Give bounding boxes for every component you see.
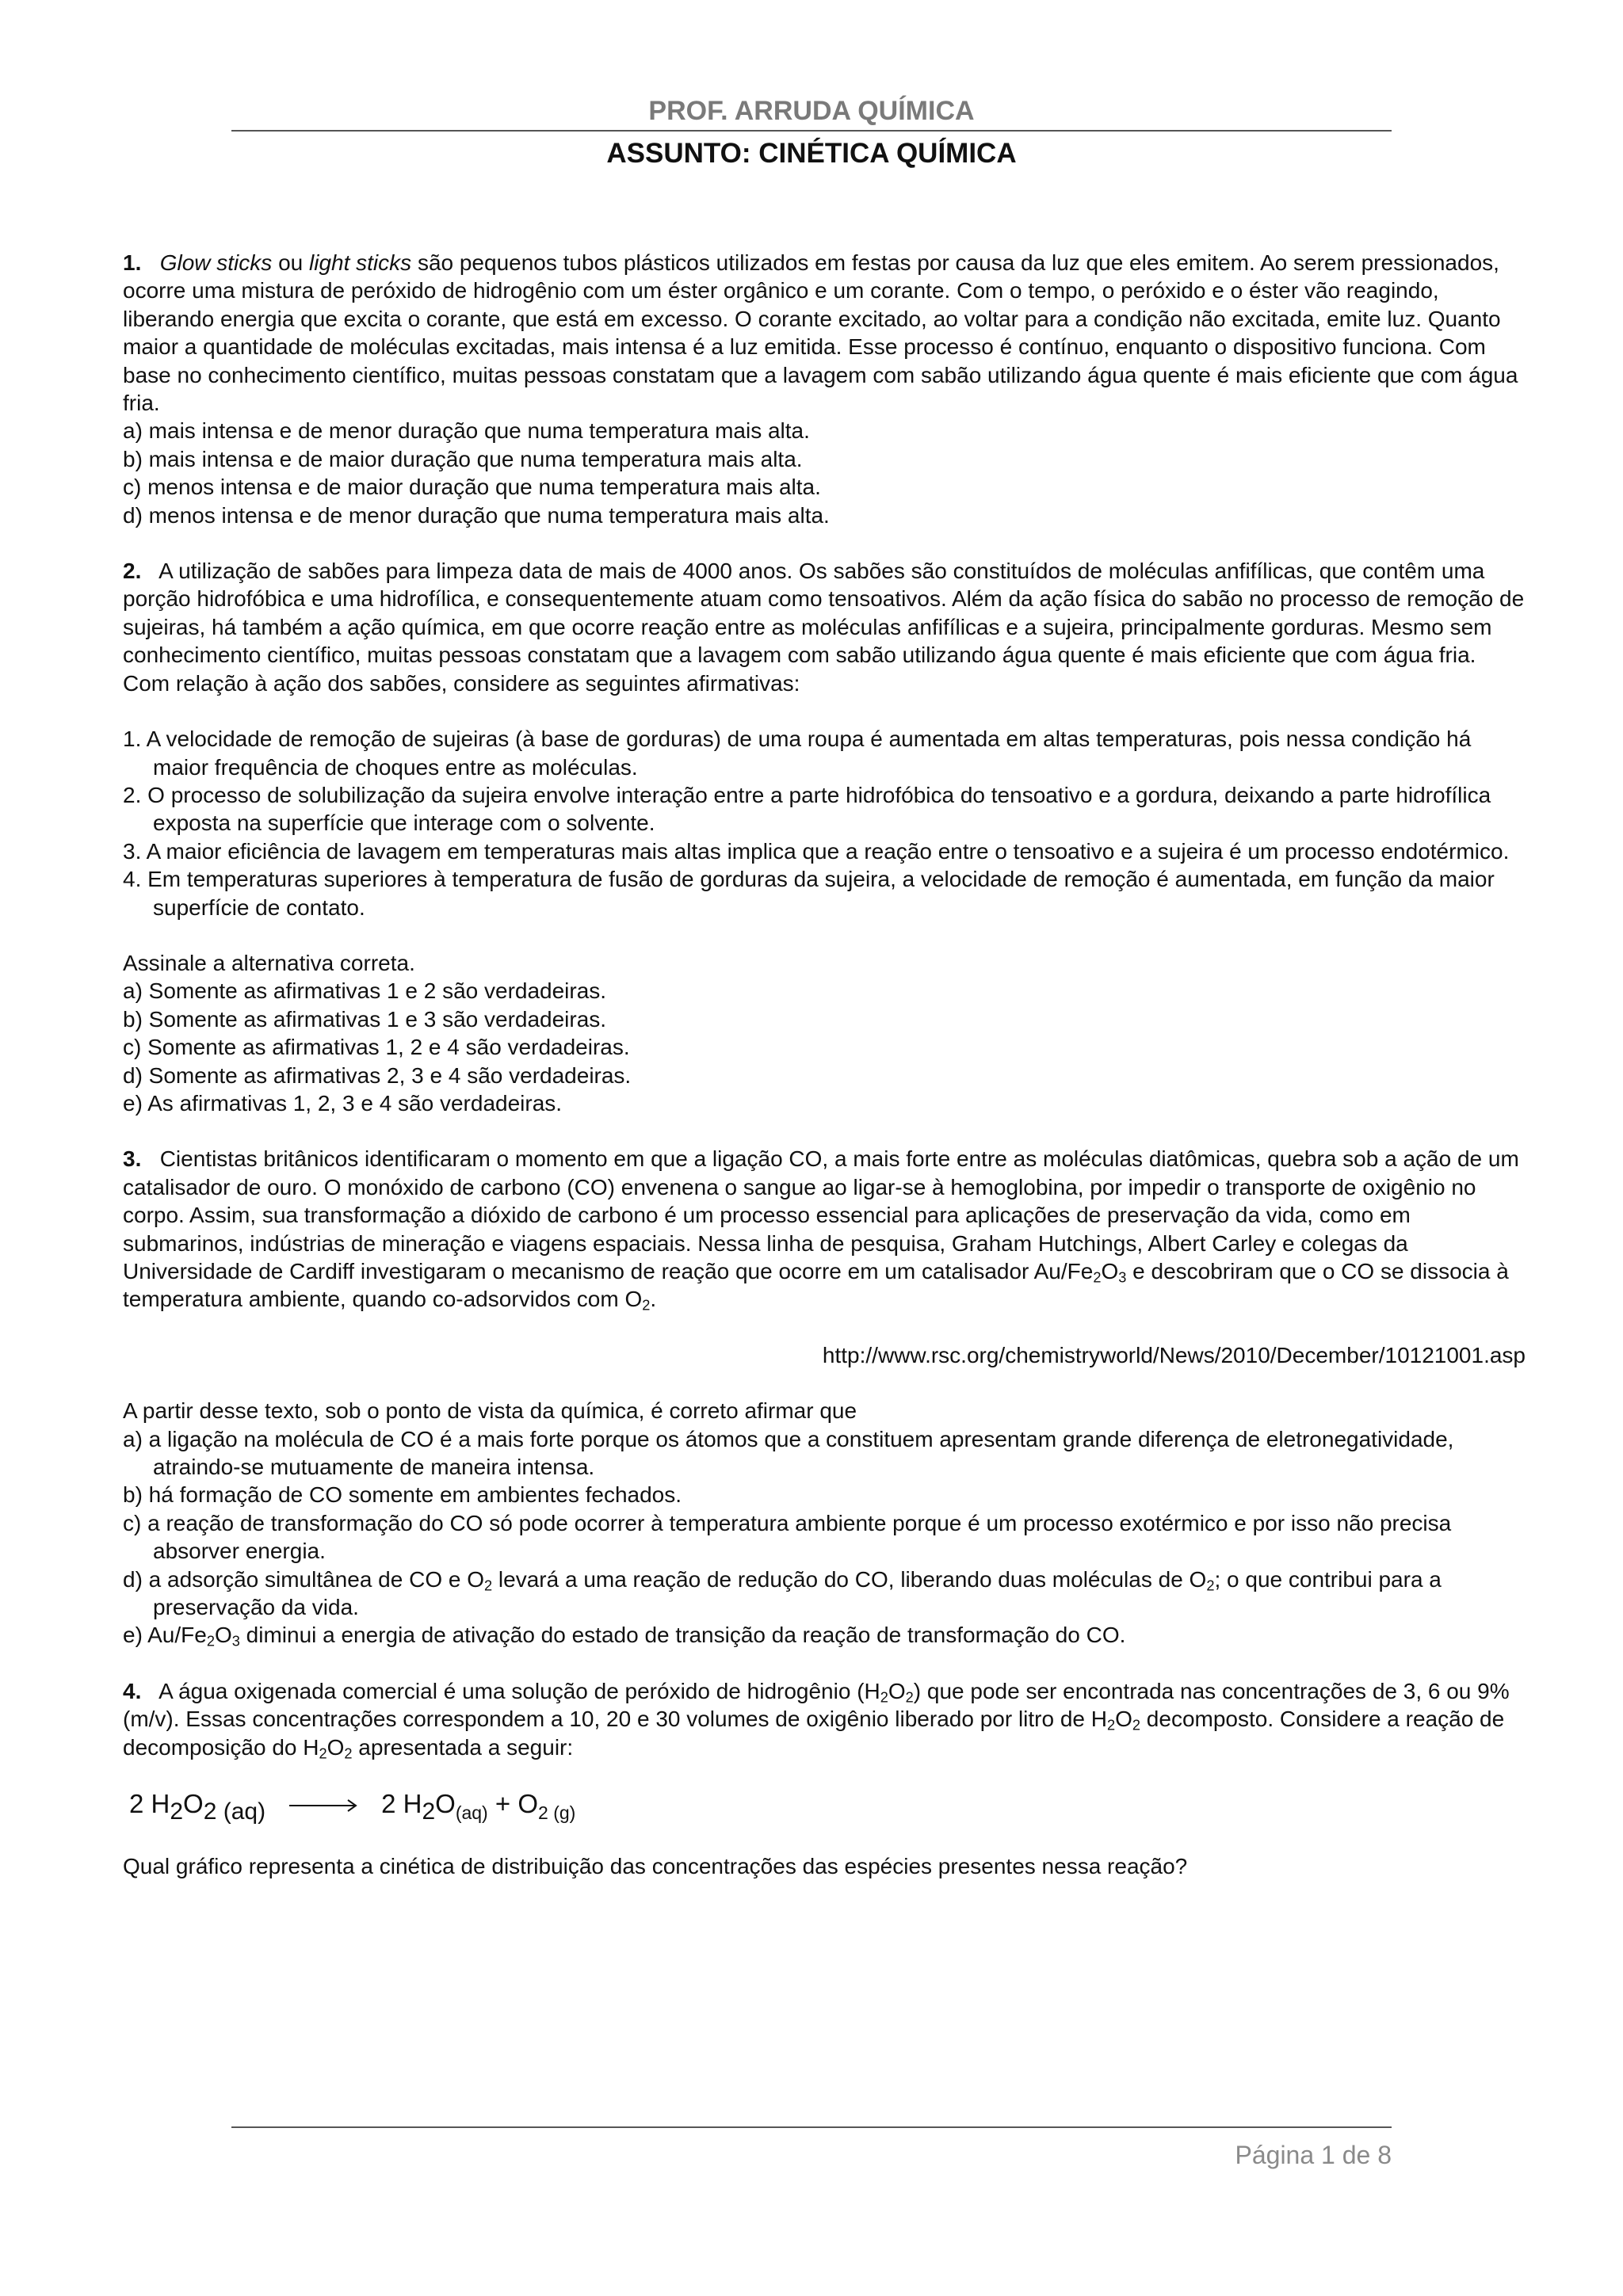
sub: 2 xyxy=(484,1577,493,1594)
sub: 2 xyxy=(1206,1577,1215,1594)
eq-sub: 2 (g) xyxy=(538,1802,576,1824)
q1-option-b: b) mais intensa e de maior duração que numa temperatura mais alta. xyxy=(123,446,803,471)
q3-opt-e-part: diminui a energia de ativação do estado de transição da reação de transformação do CO. xyxy=(239,1623,1126,1648)
q2-statement-3: 3. A maior eficiência de lavagem em temperaturas mais altas implica que a reação entre o tensoativo e a sujeira é um processo endotérmico. xyxy=(123,838,1510,864)
eq-sub: 2 (aq) xyxy=(203,1798,266,1825)
question-2-text xyxy=(123,557,1526,697)
q2-option-a: a) Somente as afirmativas 1 e 2 são verdadeiras. xyxy=(123,978,607,1004)
author-title: PROF. ARRUDA QUÍMICA xyxy=(648,96,975,126)
q2-statement-2: 2. O processo de solubilização da sujeira envolve interação entre a parte hidrofóbica do tensoativo e a gordura, deixando a parte hidrofílica exposta na superfície que interage com o solvente. xyxy=(123,782,1491,836)
conjunction: ou xyxy=(278,250,304,275)
sub: 2 xyxy=(880,1689,888,1706)
chemical-equation xyxy=(129,1788,1526,1829)
q3-option-e xyxy=(123,1621,1526,1649)
q3-opt-d-part: d) a adsorção simultânea de CO e O xyxy=(123,1566,485,1592)
sub: 2 xyxy=(1132,1717,1141,1733)
eq-sub: 2 xyxy=(422,1798,436,1825)
q4-text: A água oxigenada comercial é uma solução de peróxido de hidrogênio (H xyxy=(158,1678,880,1703)
footer-rule xyxy=(231,2126,1392,2128)
sub: 2 xyxy=(206,1634,215,1650)
q2-option-b: b) Somente as afirmativas 1 e 3 são verdadeiras. xyxy=(123,1006,607,1032)
q4-text: apresentada a seguir: xyxy=(352,1734,574,1760)
q2-statement-1: 1. A velocidade de remoção de sujeiras (à base de gorduras) de uma roupa é aumentada em altas temperaturas, pois nessa condição há maior frequência de choques entre as moléculas. xyxy=(123,727,1472,780)
sub: 3 xyxy=(231,1634,240,1650)
q3-text-end: . xyxy=(650,1287,657,1312)
sub: 2 xyxy=(319,1745,327,1762)
eq-term: O xyxy=(517,1789,539,1819)
q3-opt-d-part: ; o que contribui para a preservação da vida. xyxy=(153,1566,1442,1620)
question-1-text xyxy=(123,249,1526,417)
eq-term: O xyxy=(183,1789,204,1819)
q3-opt-d-part: levará a uma reação de redução do CO, liberando duas moléculas de O xyxy=(492,1566,1207,1592)
q1-option-a: a) mais intensa e de menor duração que numa temperatura mais alta. xyxy=(123,418,810,444)
o-letter: O xyxy=(888,1678,906,1703)
q3-option-d xyxy=(123,1566,1526,1622)
sub: 2 xyxy=(1093,1269,1102,1286)
q2-option-e: e) As afirmativas 1, 2, 3 e 4 são verdadeiras. xyxy=(123,1090,563,1116)
question-3-text xyxy=(123,1145,1526,1313)
q2-prompt: Assinale a alternativa correta. xyxy=(123,950,415,975)
question-2-body: A utilização de sabões para limpeza data de mais de 4000 anos. Os sabões são constituídos de moléculas anfifílicas, que contêm uma porção hidrofóbica e uma hidrofílica, e consequentemente atuam como tensoativos. Além da ação física do sabão no processo de remoção de sujeiras, há também a ação química, em que ocorre reação entre as moléculas anfifílicas e a sujeira, principalmente gorduras. Mesmo sem conhecimento científico, muitas pessoas constatam que a lavagem com sabão utilizando água quente é mais eficiente que com água fria. Com relação à ação dos sabões, considere as seguintes afirmativas: xyxy=(123,559,1525,696)
q3-option-c: c) a reação de transformação do CO só pode ocorrer à temperatura ambiente porque é um processo exotérmico e por isso não precisa absorver energia. xyxy=(123,1510,1452,1564)
q3-opt-e-part: e) Au/Fe xyxy=(123,1623,207,1648)
question-4-text xyxy=(123,1677,1526,1761)
q1-option-d: d) menos intensa e de menor duração que numa temperatura mais alta. xyxy=(123,502,830,528)
sub: 2 xyxy=(1106,1717,1116,1733)
source-url: http://www.rsc.org/chemistryworld/News/2010/December/10121001.asp xyxy=(822,1342,1526,1367)
sub: 2 xyxy=(344,1745,353,1762)
page-header xyxy=(231,93,1392,173)
plus-sign: + xyxy=(495,1789,511,1819)
sub: 3 xyxy=(1118,1269,1127,1286)
question-1-number: 1. xyxy=(123,250,142,275)
eq-term: 2 H xyxy=(381,1789,422,1819)
term-light-sticks: light sticks xyxy=(309,250,412,275)
q4-question: Qual gráfico representa a cinética de distribuição das concentrações das espécies presentes nessa reação? xyxy=(123,1854,1188,1879)
q4-text: ) que pode ser encontrada nas concentrações de 3, 6 ou 9% (m/v). Essas concentrações correspondem a 10, 20 e 30 volumes de oxigênio liberado por litro de H xyxy=(123,1678,1510,1732)
eq-term: O xyxy=(435,1789,456,1819)
reaction-arrow-icon xyxy=(289,1798,357,1814)
q3-text-mid: e descobriram que o CO se dissocia à temperatura ambiente, quando co-adsorvidos com O xyxy=(123,1259,1509,1312)
question-2-number: 2. xyxy=(123,559,142,584)
eq-sub: 2 xyxy=(170,1798,184,1825)
subject-title: ASSUNTO: CINÉTICA QUÍMICA xyxy=(606,138,1017,169)
question-4-number: 4. xyxy=(123,1678,142,1703)
q1-option-c: c) menos intensa e de maior duração que numa temperatura mais alta. xyxy=(123,475,821,500)
eq-term: 2 H xyxy=(129,1789,170,1819)
sub: 2 xyxy=(905,1689,914,1706)
question-1-body: são pequenos tubos plásticos utilizados em festas por causa da luz que eles emitem. Ao serem pressionados, ocorre uma mistura de peróxido de hidrogênio com um éster orgânico e um corante. Com o tempo, o peróxido e o éster vão reagindo, liberando energia que excita o corante, que está em excesso. O corante excitado, ao voltar para a condição não excitada, emite luz. Quanto maior a quantidade de moléculas excitadas, mais intensa é a luz emitida. Esse processo é contínuo, enquanto o dispositivo funciona. Com base no conhecimento científico, muitas pessoas constatam que a lavagem com sabão utilizando água quente é mais eficiente que com água fria. xyxy=(123,250,1518,416)
q3-option-b: b) há formação de CO somente em ambientes fechados. xyxy=(123,1482,682,1508)
o-letter: O xyxy=(327,1734,345,1760)
q2-statement-4: 4. Em temperaturas superiores à temperatura de fusão de gorduras da sujeira, a velocidade de remoção é aumentada, em função da maior superfície de contato. xyxy=(123,867,1495,920)
document-body xyxy=(123,249,1526,1881)
o-letter: O xyxy=(1115,1707,1132,1732)
page-number: Página 1 de 8 xyxy=(1235,2141,1392,2169)
eq-sub: (aq) xyxy=(455,1802,488,1824)
term-glow-sticks: Glow sticks xyxy=(159,250,273,275)
q2-option-c: c) Somente as afirmativas 1, 2 e 4 são verdadeiras. xyxy=(123,1035,630,1060)
q3-prompt: A partir desse texto, sob o ponto de vista da química, é correto afirmar que xyxy=(123,1398,857,1424)
o-letter: O xyxy=(1101,1259,1119,1283)
q4-text: decomposto. Considere a reação de decomposição do H xyxy=(123,1707,1505,1760)
q3-opt-e-part: O xyxy=(214,1623,232,1648)
header-rule xyxy=(231,130,1392,132)
q3-option-a: a) a ligação na molécula de CO é a mais forte porque os átomos que a constituem apresentam grande diferença de eletronegatividade, atraindo-se mutuamente de maneira intensa. xyxy=(123,1426,1454,1480)
q2-option-d: d) Somente as afirmativas 2, 3 e 4 são verdadeiras. xyxy=(123,1062,632,1088)
question-3-number: 3. xyxy=(123,1146,142,1172)
q3-text-pre: Cientistas britânicos identificaram o momento em que a ligação CO, a mais forte entre as moléculas diatômicas, quebra sob a ação de um catalisador de ouro. O monóxido de carbono (CO) envenena o sangue ao ligar-se à hemoglobina, por impedir o transporte de oxigênio no corpo. Assim, sua transformação a dióxido de carbono é um processo essencial para aplicações de preservação da vida, como em submarinos, indústrias de mineração e viagens espaciais. Nessa linha de pesquisa, Graham Hutchings, Albert Carley e colegas da Universidade de Cardiff investigaram o mecanismo de reação que ocorre em um catalisador Au/Fe xyxy=(123,1146,1519,1283)
sub: 2 xyxy=(642,1297,651,1314)
